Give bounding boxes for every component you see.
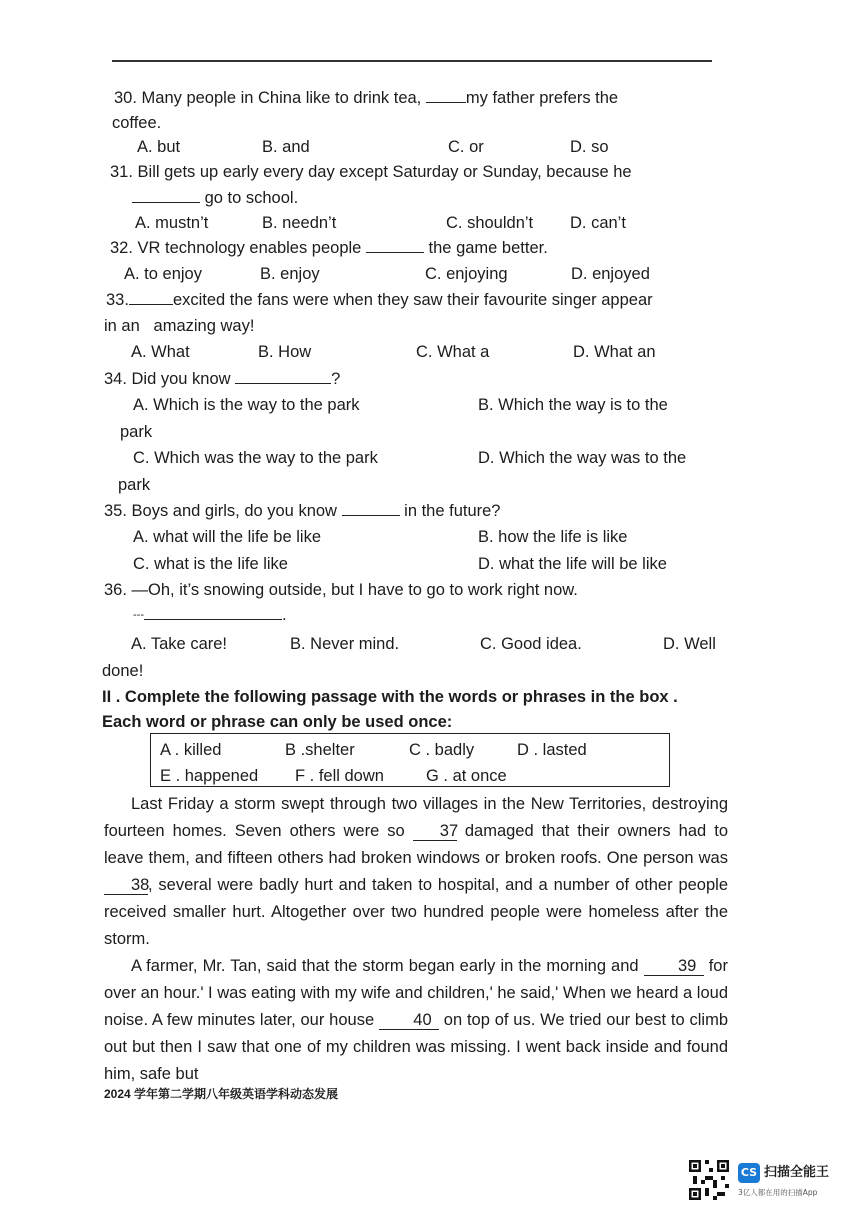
page-footer: 2024 学年第二学期八年级英语学科动态发展 (104, 1087, 339, 1101)
word-g: G . at once (426, 767, 507, 785)
q32-option-d: D. enjoyed (571, 265, 650, 283)
q36-option-c: C. Good idea. (480, 635, 582, 653)
q30-blank (426, 88, 466, 103)
q35-option-b: B. how the life is like (478, 528, 628, 546)
q31-option-a: A. mustn’t (135, 214, 209, 232)
word-c: C . badly (409, 741, 475, 759)
q32-option-b: B. enjoy (260, 265, 320, 283)
word-e: E . happened (160, 767, 259, 785)
q36-option-d: D. Well (663, 635, 716, 653)
q34-option-d-cont: park (118, 476, 151, 494)
q32-option-c: C. enjoying (425, 265, 508, 283)
word-a: A . killed (160, 741, 222, 759)
q33-option-c: C. What a (416, 343, 490, 361)
word-b: B .shelter (285, 741, 355, 759)
q33-stem: 33. excited the fans were when they saw their favourite singer appear (106, 291, 653, 309)
q35-option-a: A. what will the life be like (133, 528, 322, 546)
q32-option-a: A. to enjoy (124, 265, 202, 283)
q32-blank (366, 238, 424, 253)
q34-option-d: D. Which the way was to the (478, 449, 687, 467)
passage-paragraph-2: A farmer, Mr. Tan, said that the storm began early in the morning and 39 for over an hour.' I was eating with my wife and children,' he said,' When we heard a loud noise. A few minutes later, our house 40 on top of us. We tried our best to climb out but then I saw that one of my children was missing. I went back inside and found him, safe but (104, 957, 729, 1083)
q35-stem: 35. Boys and girls, do you know in the future? (104, 502, 501, 520)
q30-option-a: A. but (137, 138, 181, 156)
q30-option-b: B. and (262, 138, 310, 156)
section-2-instruction: Each word or phrase can only be used once: (102, 713, 453, 731)
q32-stem: 32. VR technology enables people the game better. (110, 239, 548, 257)
q36-blank (144, 605, 282, 620)
q36-response-line: --- . (133, 606, 287, 624)
q33-blank (129, 290, 173, 305)
q36-option-b: B. Never mind. (290, 635, 400, 653)
word-f: F . fell down (295, 767, 384, 785)
q35-option-d: D. what the life will be like (478, 555, 667, 573)
section-2-heading: II . Complete the following passage with the words or phrases in the box . (102, 688, 678, 706)
q34-blank (235, 369, 331, 384)
q33-option-b: B. How (258, 343, 312, 361)
camscanner-name: 扫描全能王 (764, 1165, 830, 1180)
q33-option-d: D. What an (573, 343, 656, 361)
passage-paragraph-1: Last Friday a storm swept through two villages in the New Territories, destroying fourteen homes. Seven others were so 37 damaged that their owners had to leave them, and fifteen others had broken windows or broken roofs. One person was 38, several were badly hurt and taken to hospital, and a number of other people received smaller hurt. Altogether over two hundred people were homeless after the storm. (104, 795, 729, 948)
q34-stem: 34. Did you know ? (104, 370, 341, 388)
q30-option-c: C. or (448, 138, 484, 156)
q31-stem: 31. Bill gets up early every day except Saturday or Sunday, because he (110, 163, 632, 181)
blank-40: 40 (379, 1011, 439, 1030)
q31-option-b: B. needn’t (262, 214, 337, 232)
q31-stem-cont: go to school. (132, 187, 298, 209)
q35-blank (342, 501, 400, 516)
qr-code-icon (689, 1160, 729, 1200)
q36-option-d-cont: done! (102, 662, 144, 680)
word-d: D . lasted (517, 741, 587, 759)
q34-option-b: B. Which the way is to the (478, 396, 668, 414)
q31-option-d: D. can’t (570, 214, 626, 232)
q36-option-a: A. Take care! (131, 635, 227, 653)
blank-37: 37 (413, 822, 457, 841)
camscanner-logo-icon: CS (738, 1163, 760, 1183)
blank-39: 39 (644, 957, 704, 976)
q31-blank (132, 188, 200, 203)
top-rule (112, 60, 712, 62)
q30-stem-cont: coffee. (112, 114, 162, 132)
q31-option-c: C. shouldn’t (446, 214, 534, 232)
q34-option-b-cont: park (120, 423, 153, 441)
q30-stem: 30. Many people in China like to drink tea, my father prefers the (114, 89, 619, 107)
camscanner-tagline: 3亿人都在用的扫描App (738, 1188, 818, 1197)
blank-38: 38 (104, 876, 148, 895)
q36-stem: 36. —Oh, it’s snowing outside, but I have to go to work right now. (104, 581, 578, 599)
q33-stem-cont: in an amazing way! (104, 317, 255, 335)
q34-option-a: A. Which is the way to the park (133, 396, 360, 414)
q34-option-c: C. Which was the way to the park (133, 449, 378, 467)
q30-option-d: D. so (570, 138, 609, 156)
q35-option-c: C. what is the life like (133, 555, 288, 573)
q33-option-a: A. What (131, 343, 190, 361)
